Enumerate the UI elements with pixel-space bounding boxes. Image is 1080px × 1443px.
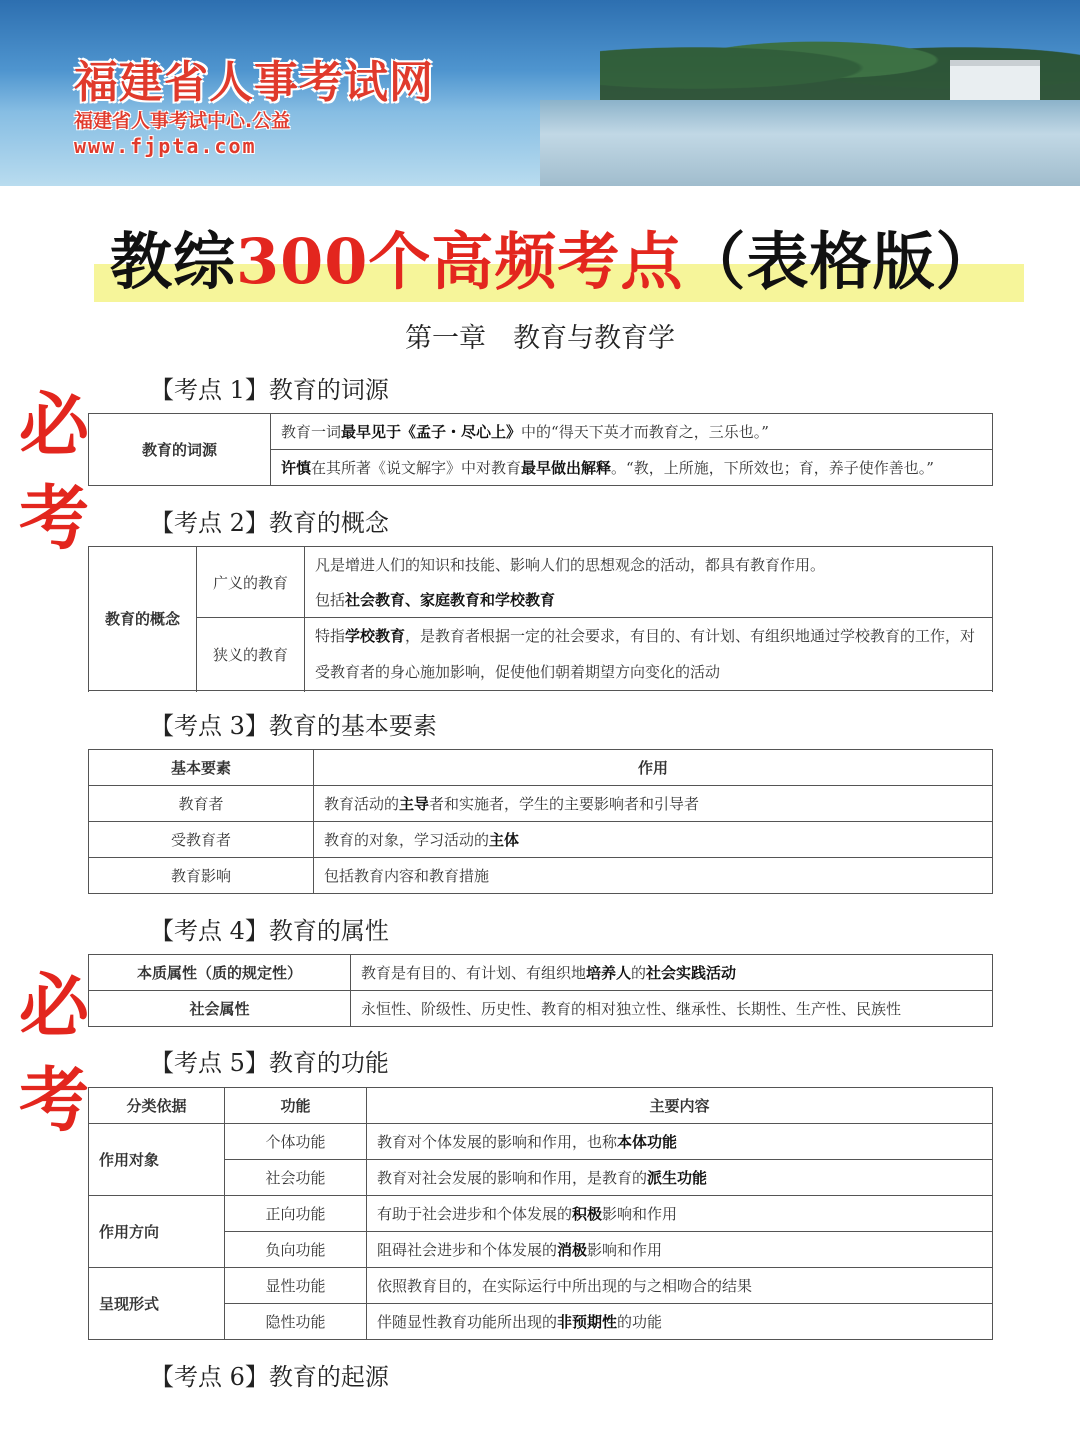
table-header: 主要内容 [367, 1088, 993, 1124]
group-label: 作用方向 [89, 1196, 225, 1268]
cell-bold-text: 培养人 [586, 964, 632, 982]
banner-url: www.fjpta.com [74, 134, 257, 158]
table-concept [88, 546, 993, 691]
table-cell [305, 618, 993, 691]
table-row [89, 955, 993, 991]
table-cell: 正向功能 [225, 1196, 367, 1232]
cell-text: 中的“得天下英才而教育之，三乐也。” [521, 423, 769, 441]
table-cell: 社会功能 [225, 1160, 367, 1196]
table-cell: 包括教育内容和教育措施 [314, 858, 993, 894]
cell-bold-text: 社会教育、家庭教育和学校教育 [345, 590, 556, 609]
cell-text: 特指 [315, 627, 346, 645]
table-cell: 隐性功能 [225, 1304, 367, 1340]
table-etymology [88, 413, 993, 486]
must-test-stamp-char: 必 [19, 965, 89, 1047]
cell-text: 阻碍社会进步和个体发展的 [377, 1241, 558, 1259]
must-test-stamp-char: 必 [19, 384, 89, 466]
cell-text: 教育对个体发展的影响和作用，也称 [377, 1133, 618, 1151]
cell-bold-text: 派生功能 [647, 1169, 708, 1187]
cell-bold-text: 学校教育 [345, 627, 406, 645]
table-elements [88, 749, 993, 894]
cell-bold-text: 消极 [557, 1241, 588, 1259]
table-cell [305, 582, 993, 618]
section-heading-4: 【考点 4】教育的属性 [150, 917, 389, 945]
cell-text: 教育的对象，学习活动的 [324, 831, 490, 849]
cell-bold-text: 主体 [489, 831, 520, 849]
cell-text: 在其所著《说文解字》中对教育 [311, 459, 522, 477]
section-heading-1: 【考点 1】教育的词源 [150, 376, 389, 404]
cell-text: ，是教育者根据一定的社会要求，有目的、有计划、有组织地通过学校教育的工作，对受教育者的身心施加影响，促使他们朝着期望方向变化的活动 [315, 627, 976, 681]
table-cell: 个体功能 [225, 1124, 367, 1160]
table-cell [367, 1232, 993, 1268]
cell-text: 教育活动的 [324, 795, 400, 813]
table-cell: 教育影响 [89, 858, 314, 894]
table-cell [271, 414, 993, 450]
table-cell: 凡是增进人们的知识和技能、影响人们的思想观念的活动，都具有教育作用。 [305, 547, 993, 582]
table-cell: 负向功能 [225, 1232, 367, 1268]
chapter-title: 第一章 教育与教育学 [405, 323, 675, 354]
table-cell: 永恒性、阶级性、历史性、教育的相对独立性、继承性、长期性、生产性、民族性 [351, 991, 993, 1027]
cell-bold-text: 主导 [399, 795, 430, 813]
cell-text: 的 [631, 964, 647, 982]
table-cell [314, 822, 993, 858]
cell-text: 的功能 [617, 1313, 663, 1331]
title-highlight: 300个高频考点 [236, 225, 684, 298]
row-label: 教育的词源 [89, 414, 271, 486]
table-attributes [88, 954, 993, 1027]
cell-text: 伴随显性教育功能所出现的 [377, 1313, 558, 1331]
cell-bold-text: 许慎 [281, 459, 312, 477]
cell-text: 。“教，上所施，下所效也；育，养子使作善也。” [611, 459, 934, 477]
table-cell: 受教育者 [89, 822, 314, 858]
cell-text: 者和实施者，学生的主要影响者和引导者 [429, 795, 700, 813]
cell-text: 影响和作用 [602, 1205, 678, 1223]
table-functions [88, 1087, 993, 1340]
row-label: 教育的概念 [89, 547, 197, 691]
table-cell [367, 1124, 993, 1160]
table-row [89, 1304, 993, 1340]
cell-text: 教育一词 [281, 423, 342, 441]
section-heading-3: 【考点 3】教育的基本要素 [150, 712, 437, 740]
table-header: 分类依据 [89, 1088, 225, 1124]
table-row [89, 1196, 993, 1232]
banner-subtitle: 福建省人事考试中心.公益 [74, 110, 291, 132]
must-test-stamp-char: 考 [19, 1059, 89, 1141]
table-cell: 依照教育目的，在实际运行中所出现的与之相吻合的结果 [367, 1268, 993, 1304]
section-heading-5: 【考点 5】教育的功能 [150, 1049, 389, 1077]
table-cell: 社会属性 [89, 991, 351, 1027]
cell-bold-text: 本体功能 [617, 1133, 678, 1151]
cell-bold-text: 最早做出解释 [521, 459, 612, 477]
title-prefix: 教综 [110, 225, 237, 298]
site-banner [0, 0, 1080, 186]
cell-text: 教育对社会发展的影响和作用，是教育的 [377, 1169, 648, 1187]
banner-lake-illustration [540, 100, 1080, 186]
row-sublabel: 广义的教育 [197, 547, 305, 618]
table-cell: 本质属性（质的规定性） [89, 955, 351, 991]
cell-text: 教育是有目的、有计划、有组织地 [361, 964, 587, 982]
section-heading-6: 【考点 6】教育的起源 [150, 1363, 389, 1391]
table-row [89, 786, 993, 822]
page-title [110, 212, 998, 301]
must-test-stamp-char: 考 [19, 477, 89, 559]
cell-bold-text: 最早见于《孟子・尽心上》 [341, 423, 522, 441]
cell-text: 影响和作用 [587, 1241, 663, 1259]
banner-building-illustration [950, 60, 1040, 100]
cell-bold-text: 非预期性 [557, 1313, 618, 1331]
table-row [89, 1160, 993, 1196]
group-label: 作用对象 [89, 1124, 225, 1196]
table-row [89, 991, 993, 1027]
table-cell [314, 786, 993, 822]
cell-bold-text: 积极 [572, 1205, 603, 1223]
table-cell [351, 955, 993, 991]
section-heading-2: 【考点 2】教育的概念 [150, 509, 389, 537]
cell-text: 包括 [315, 590, 346, 609]
table-row [89, 1232, 993, 1268]
banner-site-title: 福建省人事考试网 [74, 57, 434, 108]
group-label: 呈现形式 [89, 1268, 225, 1340]
table-cell [271, 450, 993, 486]
cell-text: 有助于社会进步和个体发展的 [377, 1205, 573, 1223]
table-header: 基本要素 [89, 750, 314, 786]
table-cell [367, 1304, 993, 1340]
table-row [89, 822, 993, 858]
cell-bold-text: 社会实践活动 [646, 964, 737, 982]
table-row [89, 858, 993, 894]
table-cell [367, 1160, 993, 1196]
table-header: 作用 [314, 750, 993, 786]
table-row [89, 1124, 993, 1160]
table-cell [367, 1196, 993, 1232]
table-header: 功能 [225, 1088, 367, 1124]
row-sublabel: 狭义的教育 [197, 618, 305, 691]
table-cell: 教育者 [89, 786, 314, 822]
title-suffix: （表格版） [683, 225, 999, 298]
table-row [89, 1268, 993, 1304]
table-cell: 显性功能 [225, 1268, 367, 1304]
